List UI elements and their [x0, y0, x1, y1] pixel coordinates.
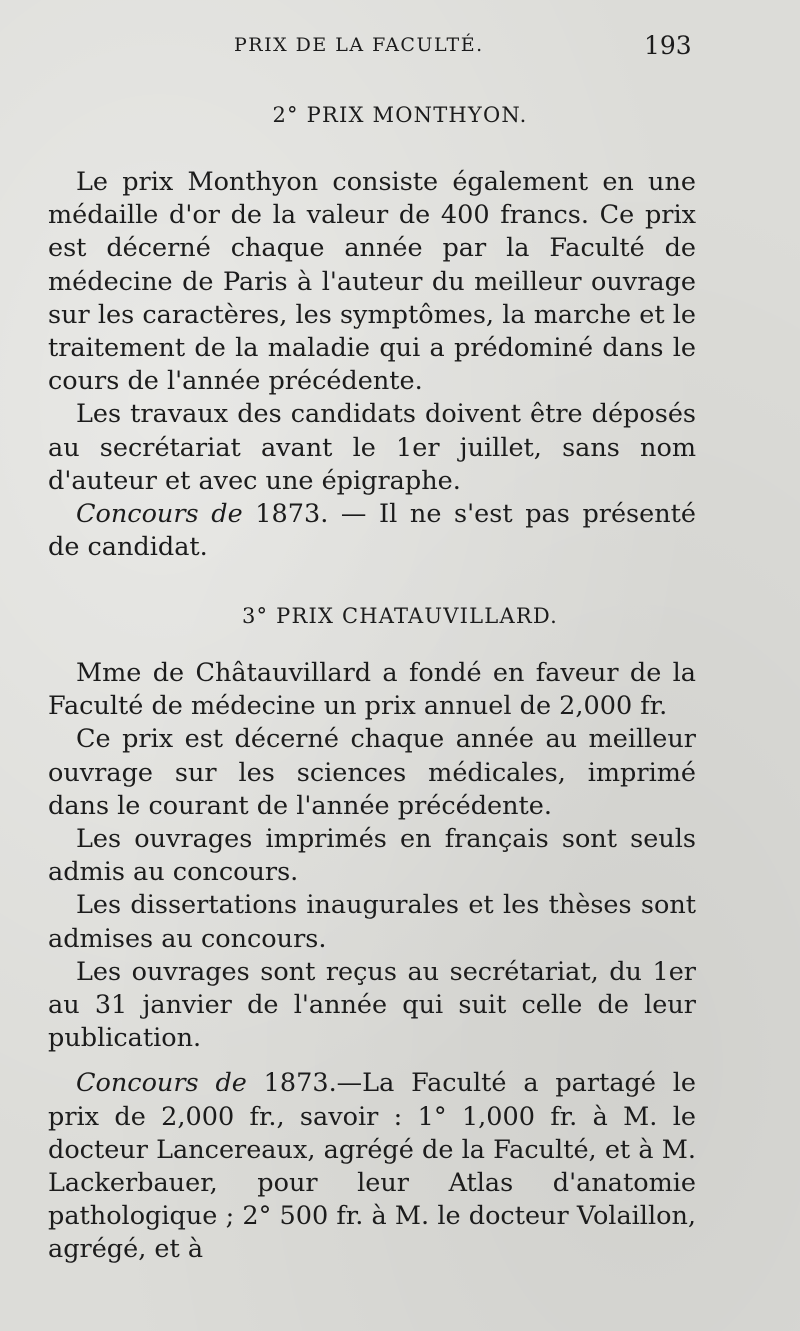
concours-paragraph: [48, 1067, 696, 1266]
paragraph: Le prix Monthyon consiste également en une médaille d'or de la valeur de 400 francs. Ce prix est décerné chaque année par la Faculté de médecine de Paris à l'auteur du meilleur ouvrage sur les caractères, les symptômes, la marche et le traitement de la maladie qui a prédominé dans le cours de l'année précédente.: [48, 167, 696, 397]
paragraph: Les dissertations inaugurales et les thèses sont admises au concours.: [48, 890, 696, 954]
paragraph: Les ouvrages sont reçus au secrétariat, du 1er au 31 janvier de l'année qui suit celle de leur publication.: [48, 956, 696, 1054]
paragraph: Mme de Châtauvillard a fondé en faveur de la Faculté de médecine un prix annuel de 2,000 fr.: [48, 658, 696, 722]
section-body-chatauvillard: [48, 657, 696, 1267]
concours-paragraph: [48, 498, 696, 564]
concours-label: Concours de: [76, 1068, 247, 1099]
paragraph: Les travaux des candidats doivent être déposés au secrétariat avant le 1er juillet, sans nom d'auteur et avec une épigraphe.: [48, 399, 696, 496]
running-title: PRIX DE LA FACULTÉ.: [234, 34, 484, 56]
paragraph: Les ouvrages imprimés en français sont seuls admis au concours.: [48, 824, 696, 888]
section-body-monthyon: [48, 166, 696, 564]
concours-text: 1873. — Il ne s'est pas présenté de candidat.: [48, 499, 696, 563]
page-number: 193: [644, 31, 692, 60]
section-heading-chatauvillard: 3° PRIX CHATAUVILLARD.: [241, 604, 558, 628]
concours-label: Concours de: [76, 499, 243, 530]
page-header: [0, 31, 800, 64]
concours-text: 1873.—La Faculté a partagé le prix de 2,000 fr., savoir : 1° 1,000 fr. à M. le docteur Lancereaux, agrégé de la Faculté, et à M. Lackerbauer, pour leur Atlas d'anatomie pathologique ; 2° 500 fr. à M. le docteur Volaillon, agrégé, et à: [48, 1068, 696, 1265]
section-heading-monthyon: 2° PRIX MONTHYON.: [272, 103, 528, 127]
paragraph: Ce prix est décerné chaque année au meilleur ouvrage sur les sciences médicales, imprimé dans le courant de l'année précédente.: [48, 724, 696, 821]
